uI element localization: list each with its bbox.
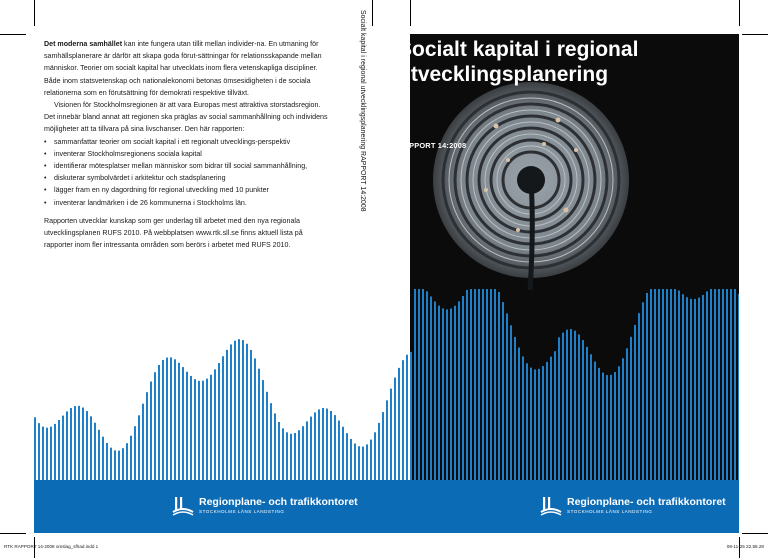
wave-bar <box>398 368 400 484</box>
wave-bar <box>738 294 739 484</box>
wave-bar <box>362 447 364 484</box>
wave-bar <box>386 400 388 484</box>
wave-bar <box>162 360 164 484</box>
isbn-number: ISBN 978-91-85795-23-9 <box>46 396 109 402</box>
wave-bar <box>62 416 64 484</box>
crop-mark <box>742 34 768 35</box>
wave-bar <box>486 289 488 484</box>
issn-number: ISSN 1104-6104 <box>46 386 87 392</box>
wave-bar <box>438 306 440 484</box>
wave-bar <box>422 289 424 484</box>
wave-bar <box>598 368 600 484</box>
wave-bar <box>202 381 204 484</box>
wave-bar <box>458 301 460 484</box>
wave-bar <box>246 344 248 484</box>
wave-bar <box>454 306 456 484</box>
wave-bar <box>726 289 728 484</box>
wave-bar <box>346 433 348 484</box>
wave-bar <box>662 289 664 484</box>
crop-mark <box>372 0 373 26</box>
wave-bar <box>34 417 36 484</box>
wave-bar <box>90 416 92 484</box>
crop-mark <box>0 34 26 35</box>
wave-bar <box>494 289 496 484</box>
wave-bar <box>570 329 572 484</box>
wave-bar <box>374 432 376 484</box>
wave-bar <box>318 409 320 484</box>
wave-bar <box>694 299 696 484</box>
wave-bar <box>38 423 40 484</box>
wave-bar <box>702 295 704 484</box>
wave-bar <box>298 430 300 484</box>
wave-bar <box>174 359 176 484</box>
wave-bar <box>118 451 120 484</box>
wave-bar <box>206 379 208 484</box>
wave-bar <box>722 289 724 484</box>
wave-bar <box>418 289 420 484</box>
wave-bar <box>586 347 588 484</box>
wave-bar <box>322 408 324 484</box>
wave-bar <box>278 422 280 484</box>
wave-bar <box>334 415 336 484</box>
wave-bar <box>470 289 472 484</box>
wave-bar <box>370 440 372 484</box>
wave-bar <box>450 308 452 484</box>
wave-bar <box>606 375 608 484</box>
logo-subtitle: STOCKHOLMS LÄNS LANDSTING <box>567 509 653 514</box>
list-item: • identifierar mötesplatser mellan människor som bidrar till social sammanhållning, <box>44 162 308 171</box>
wave-bar <box>134 426 136 484</box>
wave-bar <box>282 428 284 484</box>
wave-bar <box>626 348 628 484</box>
wave-bar <box>574 331 576 484</box>
wave-bar <box>462 296 464 484</box>
spine-title: Socialt kapital i regional utvecklingsplanering RAPPORT 14:2008 <box>359 10 366 212</box>
crop-mark <box>742 533 768 534</box>
wave-bar <box>366 444 368 484</box>
wave-bar <box>270 403 272 484</box>
wave-bar <box>94 423 96 484</box>
wave-bar <box>634 325 636 484</box>
wave-bar <box>54 424 56 484</box>
wave-bar <box>66 411 68 484</box>
wave-bar <box>142 404 144 484</box>
wave-bar <box>306 421 308 484</box>
wave-bar <box>390 389 392 484</box>
wave-bar <box>714 289 716 484</box>
wave-bar <box>58 420 60 484</box>
wave-bar <box>266 392 268 484</box>
wave-bar <box>478 289 480 484</box>
wave-bar <box>178 363 180 484</box>
wave-bar <box>610 375 612 484</box>
wave-bar <box>258 369 260 484</box>
wave-bar <box>502 302 504 484</box>
vision-paragraph: Visionen för Stockholmsregionen är att vara Europas mest attraktiva storstadsregion. Det innebär bland annat att regionen ska präglas av social sammanhållning och individens möjligheter att ta tillvara på sina livschanser. Den här rapporten: <box>44 101 328 134</box>
wave-bar <box>214 369 216 484</box>
wave-bar <box>218 363 220 484</box>
wave-bar <box>414 289 416 484</box>
wave-bar <box>498 292 500 484</box>
wave-bar <box>242 340 244 484</box>
wave-bar <box>442 308 444 484</box>
wave-bar <box>102 437 104 484</box>
wave-bar <box>114 450 116 484</box>
wave-bar <box>358 446 360 484</box>
wave-bar <box>42 427 44 484</box>
wave-bar <box>670 289 672 484</box>
wave-bar <box>686 297 688 484</box>
wave-bar <box>582 340 584 484</box>
logo-name: Regionplane- och trafikkontoret <box>199 496 358 508</box>
wave-bar <box>78 406 80 484</box>
wave-bar <box>254 358 256 484</box>
intro-paragraph: Det moderna samhället kan inte fungera utan tillit mellan individer-na. En utmaning för samhällsplanerare är därför att skapa goda förut-sättningar för relationsskapande mellan människor. Teorier om socialt kapital har utvecklats inom flera vetenskapliga discipliner. Både inom statsvetenskap och nationalekonomi betonas ömsesidigheten i de sociala relationerna som en förutsättning för demokrati respektive tillväxt. <box>44 40 322 97</box>
wave-bar <box>658 289 660 484</box>
wave-bar <box>622 358 624 484</box>
wave-pattern <box>34 284 739 484</box>
wave-bar <box>590 354 592 484</box>
wave-bar <box>682 294 684 484</box>
wave-bar <box>430 297 432 484</box>
wave-bar <box>238 339 240 484</box>
wave-bar <box>286 432 288 484</box>
wave-bar <box>126 443 128 484</box>
wave-bar <box>554 351 556 484</box>
wave-bar <box>542 366 544 484</box>
wave-bar <box>310 417 312 484</box>
wave-bar <box>654 289 656 484</box>
wave-bar <box>294 433 296 484</box>
wave-bar <box>198 381 200 484</box>
wave-bar <box>706 291 708 484</box>
wave-bar <box>466 290 468 484</box>
wave-bar <box>518 347 520 484</box>
wave-bar <box>330 411 332 484</box>
wave-bar <box>638 313 640 484</box>
wave-bar <box>138 415 140 484</box>
wave-bar <box>410 352 412 484</box>
wave-bar <box>394 378 396 484</box>
wave-bar <box>226 350 228 484</box>
wave-bar <box>474 289 476 484</box>
wave-bar <box>642 302 644 484</box>
wave-bar <box>434 301 436 484</box>
crop-mark <box>34 0 35 26</box>
wave-bar <box>690 299 692 484</box>
wave-bar <box>186 372 188 484</box>
wave-bar <box>154 372 156 484</box>
wave-bar <box>182 367 184 484</box>
wave-bar <box>122 448 124 484</box>
wave-bar <box>646 293 648 484</box>
wave-bar <box>602 373 604 484</box>
wave-bar <box>698 298 700 484</box>
rtk-logo-icon <box>540 496 562 516</box>
wave-bar <box>526 363 528 484</box>
wave-bar <box>650 289 652 484</box>
wave-bar <box>530 368 532 484</box>
logo-name: Regionplane- och trafikkontoret <box>567 496 726 508</box>
wave-bar <box>490 289 492 484</box>
report-number: RAPPORT 14:2008 <box>398 141 467 150</box>
bullet-list <box>44 136 332 209</box>
wave-bar <box>130 436 132 484</box>
crop-mark <box>0 533 26 534</box>
wave-bar <box>302 426 304 484</box>
wave-bar <box>558 337 560 484</box>
wave-bar <box>290 434 292 484</box>
wave-bar <box>150 381 152 484</box>
wave-bar <box>274 413 276 484</box>
wave-bar <box>674 289 676 484</box>
back-cover-text <box>44 38 332 251</box>
wave-bar <box>378 423 380 484</box>
list-item: • diskuterar symbolvärdet i arkitektur och stadsplanering <box>44 174 226 183</box>
wave-bar <box>734 289 736 484</box>
wave-bar <box>550 357 552 484</box>
list-item: • sammanfattar teorier om socialt kapital i ett regionalt utvecklings-perspektiv <box>44 137 291 146</box>
wave-bar <box>98 430 100 484</box>
wave-bar <box>446 309 448 484</box>
wave-bar <box>578 334 580 484</box>
crop-mark <box>410 0 411 26</box>
wave-bar <box>406 355 408 484</box>
wave-bar <box>614 372 616 484</box>
rtk-logo-icon <box>172 496 194 516</box>
wave-bar <box>482 289 484 484</box>
wave-bar <box>166 358 168 484</box>
wave-bar <box>210 375 212 484</box>
wave-bar <box>522 356 524 484</box>
wave-bar <box>338 421 340 484</box>
wave-bar <box>426 291 428 484</box>
wave-bar <box>538 369 540 484</box>
print-timestamp: 08-11-25 22.58.28 <box>726 544 764 549</box>
wave-bar <box>74 406 76 484</box>
wave-bar <box>250 350 252 484</box>
print-slug: RTK RAPPORT 14-2008 omslag_sflrad.indd 1 <box>4 544 99 549</box>
wave-bar <box>594 362 596 484</box>
wave-bar <box>194 379 196 484</box>
wave-bar <box>82 408 84 484</box>
wave-bar <box>354 444 356 484</box>
wave-bar <box>86 411 88 484</box>
list-item: • lägger fram en ny dagordning för regional utveckling med 10 punkter <box>44 186 269 195</box>
wave-bar <box>678 291 680 484</box>
cover-title: Socialt kapital i regional utvecklingsplanering <box>398 38 639 86</box>
wave-bar <box>158 365 160 484</box>
wave-bar <box>514 337 516 484</box>
wave-bar <box>666 289 668 484</box>
wave-bar <box>718 289 720 484</box>
closing-paragraph: Rapporten utvecklar kunskap som ger underlag till arbetet med den nya regionala utvecklingsplanen RUFS 2010. På webbplatsen www.rtk.sll.se finns aktuell lista på rapporter inom fler intressanta områden som berörs i arbetet med RUFS 2010. <box>44 216 303 250</box>
wave-bar <box>630 337 632 484</box>
wave-bar <box>106 443 108 484</box>
wave-bar <box>566 330 568 484</box>
logo-subtitle: STOCKHOLMS LÄNS LANDSTING <box>199 509 285 514</box>
wave-bar <box>262 380 264 484</box>
wave-bar <box>382 412 384 484</box>
wave-bar <box>190 376 192 484</box>
wave-bar <box>50 427 52 484</box>
wave-bar <box>534 369 536 484</box>
wave-bar <box>618 366 620 484</box>
isbn-block <box>46 384 109 404</box>
wave-bar <box>546 362 548 484</box>
rtk-logo-back <box>172 496 358 516</box>
list-item: • inventerar Stockholmsregionens sociala kapital <box>44 149 202 158</box>
wave-bar <box>710 289 712 484</box>
wave-bar <box>110 448 112 484</box>
wave-bar <box>234 341 236 484</box>
crop-mark <box>739 0 740 26</box>
wave-bar <box>730 289 732 484</box>
wave-bar <box>314 412 316 484</box>
wave-bar <box>70 408 72 484</box>
wave-bar <box>230 344 232 484</box>
wave-bar <box>562 333 564 484</box>
wave-bar <box>342 427 344 484</box>
wave-bar <box>506 313 508 484</box>
list-item: • inventerar landmärken i de 26 kommunerna i Stockholms län. <box>44 198 247 207</box>
wave-bar <box>510 325 512 484</box>
wave-bar <box>326 409 328 484</box>
wave-bar <box>350 439 352 484</box>
spiral-sculpture-photo <box>426 80 636 290</box>
wave-bar <box>46 428 48 484</box>
wave-bar <box>402 360 404 484</box>
wave-bar <box>146 392 148 484</box>
wave-bar <box>170 357 172 484</box>
wave-bar <box>222 356 224 484</box>
rtk-logo-front <box>540 496 726 516</box>
